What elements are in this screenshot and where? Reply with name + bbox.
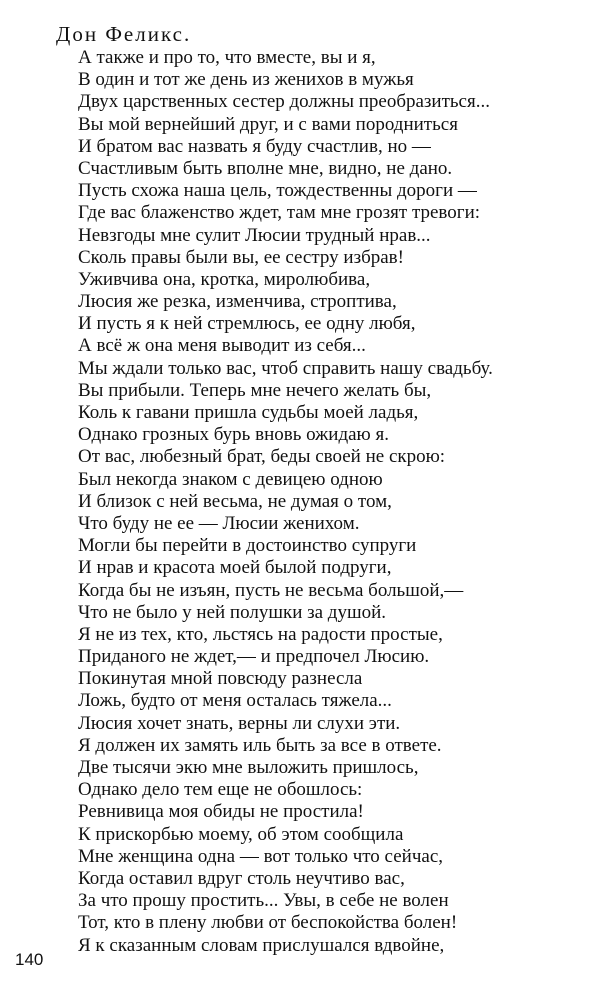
verse-line: Люсия же резка, изменчива, строптива, — [78, 291, 397, 313]
verse-line: Вы прибыли. Теперь мне нечего желать бы, — [78, 379, 432, 401]
verse-line: Коль к гавани пришла судьбы моей ладья, — [78, 402, 419, 423]
verse-line: Что не было у ней полушки за душой. — [78, 601, 387, 623]
verse-line: Был некогда знаком с девицею одною — [78, 468, 383, 490]
verse-line: Я должен их замять иль быть за все в ответе. — [78, 734, 442, 756]
verse-line: Тот, кто в плену любви от беспокойства болен! — [78, 912, 458, 934]
verse-line: Когда оставил вдруг столь неучтиво вас, — [78, 867, 405, 889]
verse-line: Приданого не ждет,— и предпочел Люсию. — [78, 646, 430, 668]
verse-line: Уживчива она, кротка, миролюбива, — [78, 268, 371, 290]
verse-line: Покинутая мной повсюду разнесла — [78, 668, 363, 690]
verse-line: Мне женщина одна — вот только что сейчас, — [78, 845, 443, 867]
verse-line: К прискорбью моему, об этом сообщила — [78, 823, 404, 845]
verse-line: Я не из тех, кто, льстясь на радости простые, — [78, 623, 443, 645]
verse-line: Невзгоды мне сулит Люсии трудный нрав... — [78, 224, 431, 246]
verse-line: Двух царственных сестер должны преобразиться... — [78, 91, 490, 113]
verse-line: Сколь правы были вы, ее сестру избрав! — [78, 246, 404, 268]
verse-line: И братом вас назвать я буду счастлив, но — — [78, 135, 431, 157]
verse-line: А также и про то, что вместе, вы и я, — [78, 47, 376, 68]
page-number: 140 — [15, 950, 44, 969]
verse-line: В один и тот же день из женихов в мужья — [78, 69, 414, 91]
verse-line: Пусть схожа наша цель, тождественны дороги — — [78, 180, 477, 202]
verse-line: Могли бы перейти в достоинство супруги — [78, 535, 417, 557]
verse-line: И пусть я к ней стремлюсь, ее одну любя, — [78, 313, 416, 335]
verse-line: Однако грозных бурь вновь ожидаю я. — [78, 424, 389, 446]
verse-line: Однако дело тем еще не обошлось: — [78, 779, 363, 801]
speaker-name: Дон Феликс. — [56, 22, 192, 46]
verse-line: Две тысячи экю мне выложить пришлось, — [78, 757, 419, 778]
verse-line: Ревнивица моя обиды не простила! — [78, 801, 364, 823]
verse-line: Мы ждали только вас, чтоб справить нашу свадьбу. — [78, 357, 493, 379]
verse-line: И нрав и красота моей былой подруги, — [78, 557, 392, 579]
verse-line: Что буду не ее — Люсии женихом. — [78, 512, 360, 534]
verse-line: Ложь, будто от меня осталась тяжела... — [78, 690, 392, 712]
verse-line: Счастливым быть вполне мне, видно, не дано. — [78, 157, 453, 179]
verse-line: Когда бы не изъян, пусть не весьма большой,— — [78, 579, 464, 601]
verse-line: Я к сказанным словам прислушался вдвойне, — [78, 934, 445, 956]
verse-line: А всё ж она меня выводит из себя... — [78, 335, 366, 357]
verse-line: Где вас блаженство ждет, там мне грозят тревоги: — [78, 202, 481, 224]
verse-line: За что прошу простить... Увы, в себе не волен — [78, 890, 449, 912]
verse-line: Вы мой вернейший друг, и с вами породниться — [78, 113, 458, 135]
verse-line: Люсия хочет знать, верны ли слухи эти. — [78, 712, 401, 734]
verse-line: И близок с ней весьма, не думая о том, — [78, 490, 392, 512]
verse-line: От вас, любезный брат, беды своей не скрою: — [78, 446, 446, 468]
verse-block — [78, 47, 588, 957]
